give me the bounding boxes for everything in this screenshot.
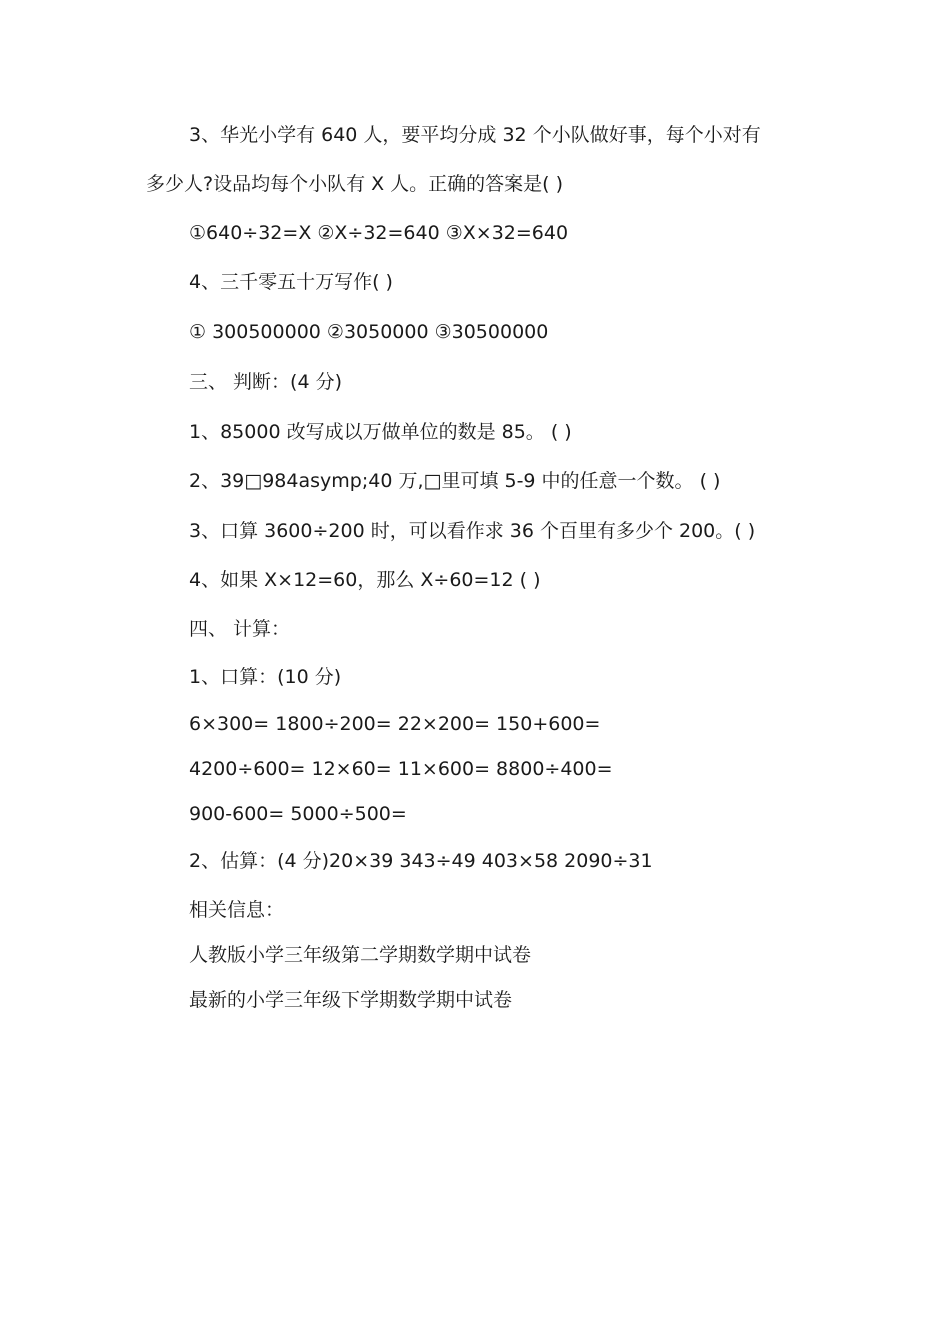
question-4-options: ① 300500000 ②3050000 ③30500000 — [189, 321, 549, 343]
oral-calc-row-1: 6×300= 1800÷200= 22×200= 150+600= — [189, 713, 601, 735]
section-3-heading: 三、 判断：(4 分) — [189, 371, 342, 393]
related-link-2[interactable]: 最新的小学三年级下学期数学期中试卷 — [189, 989, 513, 1011]
judge-item-1: 1、85000 改写成以万做单位的数是 85。 ( ) — [189, 421, 572, 443]
related-info-label: 相关信息： — [189, 899, 285, 921]
oral-calc-heading: 1、口算：(10 分) — [189, 666, 342, 688]
related-link-1[interactable]: 人教版小学三年级第二学期数学期中试卷 — [189, 944, 532, 966]
judge-item-2: 2、39□984asymp;40 万,□里可填 5-9 中的任意一个数。 ( ) — [189, 470, 721, 492]
question-3-line-1: 3、华光小学有 640 人，要平均分成 32 个小队做好事，每个小对有 — [189, 124, 761, 146]
section-4-heading: 四、 计算： — [189, 618, 291, 640]
oral-calc-row-3: 900-600= 5000÷500= — [189, 803, 407, 825]
estimate-line: 2、估算：(4 分)20×39 343÷49 403×58 2090÷31 — [189, 850, 653, 872]
oral-calc-row-2: 4200÷600= 12×60= 11×600= 8800÷400= — [189, 758, 613, 780]
judge-item-4: 4、如果 X×12=60，那么 X÷60=12 ( ) — [189, 569, 541, 591]
judge-item-3: 3、口算 3600÷200 时，可以看作求 36 个百里有多少个 200。( ) — [189, 520, 756, 542]
question-3-options: ①640÷32=X ②X÷32=640 ③X×32=640 — [189, 222, 569, 244]
question-3-line-2: 多少人?设品均每个小队有 X 人。正确的答案是( ) — [146, 173, 564, 195]
question-4: 4、三千零五十万写作( ) — [189, 271, 393, 293]
